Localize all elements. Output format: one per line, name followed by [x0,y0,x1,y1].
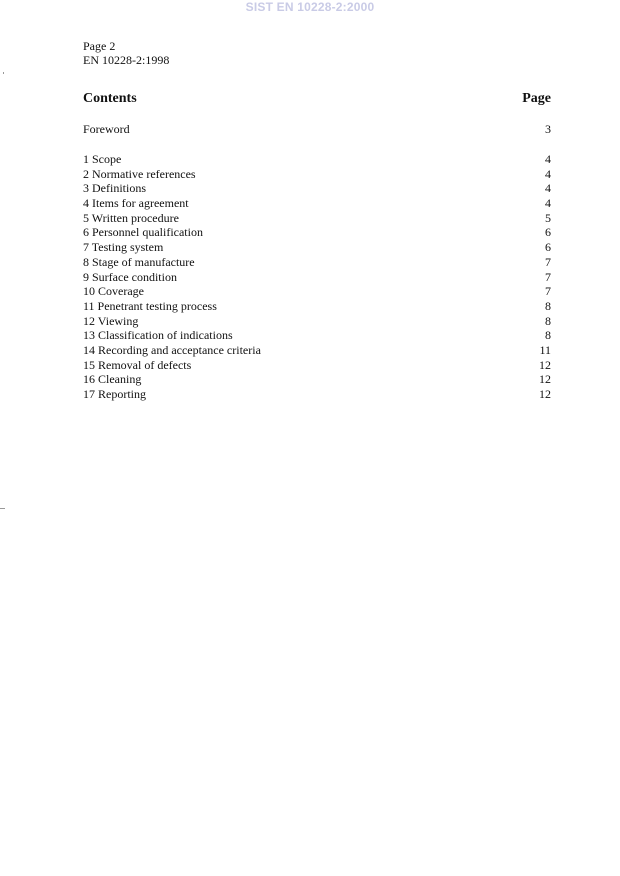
toc-entry-page: 3 [545,122,551,136]
toc-entry-page: 6 [545,240,551,255]
toc-entry[interactable] [83,387,551,402]
toc-entry-page: 8 [545,298,551,313]
toc-entry[interactable] [83,225,551,240]
toc-entry-title: 12 Viewing [83,313,139,328]
toc-entry-title: 8 Stage of manufacture [83,254,195,269]
toc-entry-page: 12 [539,357,551,372]
toc-entry-title: 10 Coverage [83,284,144,299]
toc-entry-page: 4 [545,181,551,196]
scan-mark [0,508,5,509]
page-header [83,39,169,67]
toc-entry[interactable] [83,152,551,167]
toc-entry[interactable] [83,284,551,299]
toc-entry-page: 4 [545,152,551,166]
toc-entry-title: 17 Reporting [83,387,146,401]
toc-list [83,152,551,402]
toc-entry-page: 8 [545,328,551,343]
foreword-entry[interactable] [83,122,551,137]
toc-entry-page: 7 [545,284,551,299]
toc-entry[interactable] [83,328,551,343]
toc-entry-title: 13 Classification of indications [83,328,233,343]
watermark: SIST EN 10228-2:2000 [245,0,375,14]
toc-entry-title: 5 Written procedure [83,210,179,225]
toc-entry-page: 12 [539,372,551,387]
toc-entry-page: 5 [545,210,551,225]
scan-mark [3,72,4,74]
toc-entry-title: 3 Definitions [83,181,146,196]
toc-entry-page: 12 [539,387,551,401]
toc-entry[interactable] [83,358,551,373]
contents-title: Contents [83,91,137,106]
toc-entry[interactable] [83,181,551,196]
toc-entry-page: 7 [545,269,551,284]
toc-entry-title: 2 Normative references [83,166,196,181]
standard-number: EN 10228-2:1998 [83,53,170,67]
toc-entry-title: 4 Items for agreement [83,196,189,211]
toc-entry-title: 1 Scope [83,152,122,166]
toc-entry[interactable] [83,372,551,387]
toc-entry[interactable] [83,167,551,182]
toc-entry[interactable] [83,211,551,226]
toc-entry-title: 6 Personnel qualification [83,225,203,240]
toc-entry-title: 11 Penetrant testing process [83,298,217,313]
toc-entry-page: 6 [545,225,551,240]
toc-entry-title: 9 Surface condition [83,269,177,284]
toc-entry-title: 15 Removal of defects [83,357,192,372]
contents-heading [83,91,551,107]
toc-entry-title: 16 Cleaning [83,372,142,387]
toc-entry-title: 7 Testing system [83,240,164,255]
toc-entry[interactable] [83,240,551,255]
toc-entry-page: 8 [545,313,551,328]
toc-entry-title: 14 Recording and acceptance criteria [83,342,261,357]
toc-entry-page: 11 [539,342,551,357]
page-column-heading: Page [522,91,551,106]
toc-entry-title: Foreword [83,122,130,136]
toc-entry-page: 4 [545,166,551,181]
toc-entry[interactable] [83,299,551,314]
toc-entry[interactable] [83,343,551,358]
toc-entry-page: 7 [545,254,551,269]
toc-entry[interactable] [83,196,551,211]
page-number: Page 2 [83,39,116,53]
toc-entry[interactable] [83,255,551,270]
toc-entry-page: 4 [545,196,551,211]
toc-entry[interactable] [83,270,551,285]
toc-entry[interactable] [83,314,551,329]
